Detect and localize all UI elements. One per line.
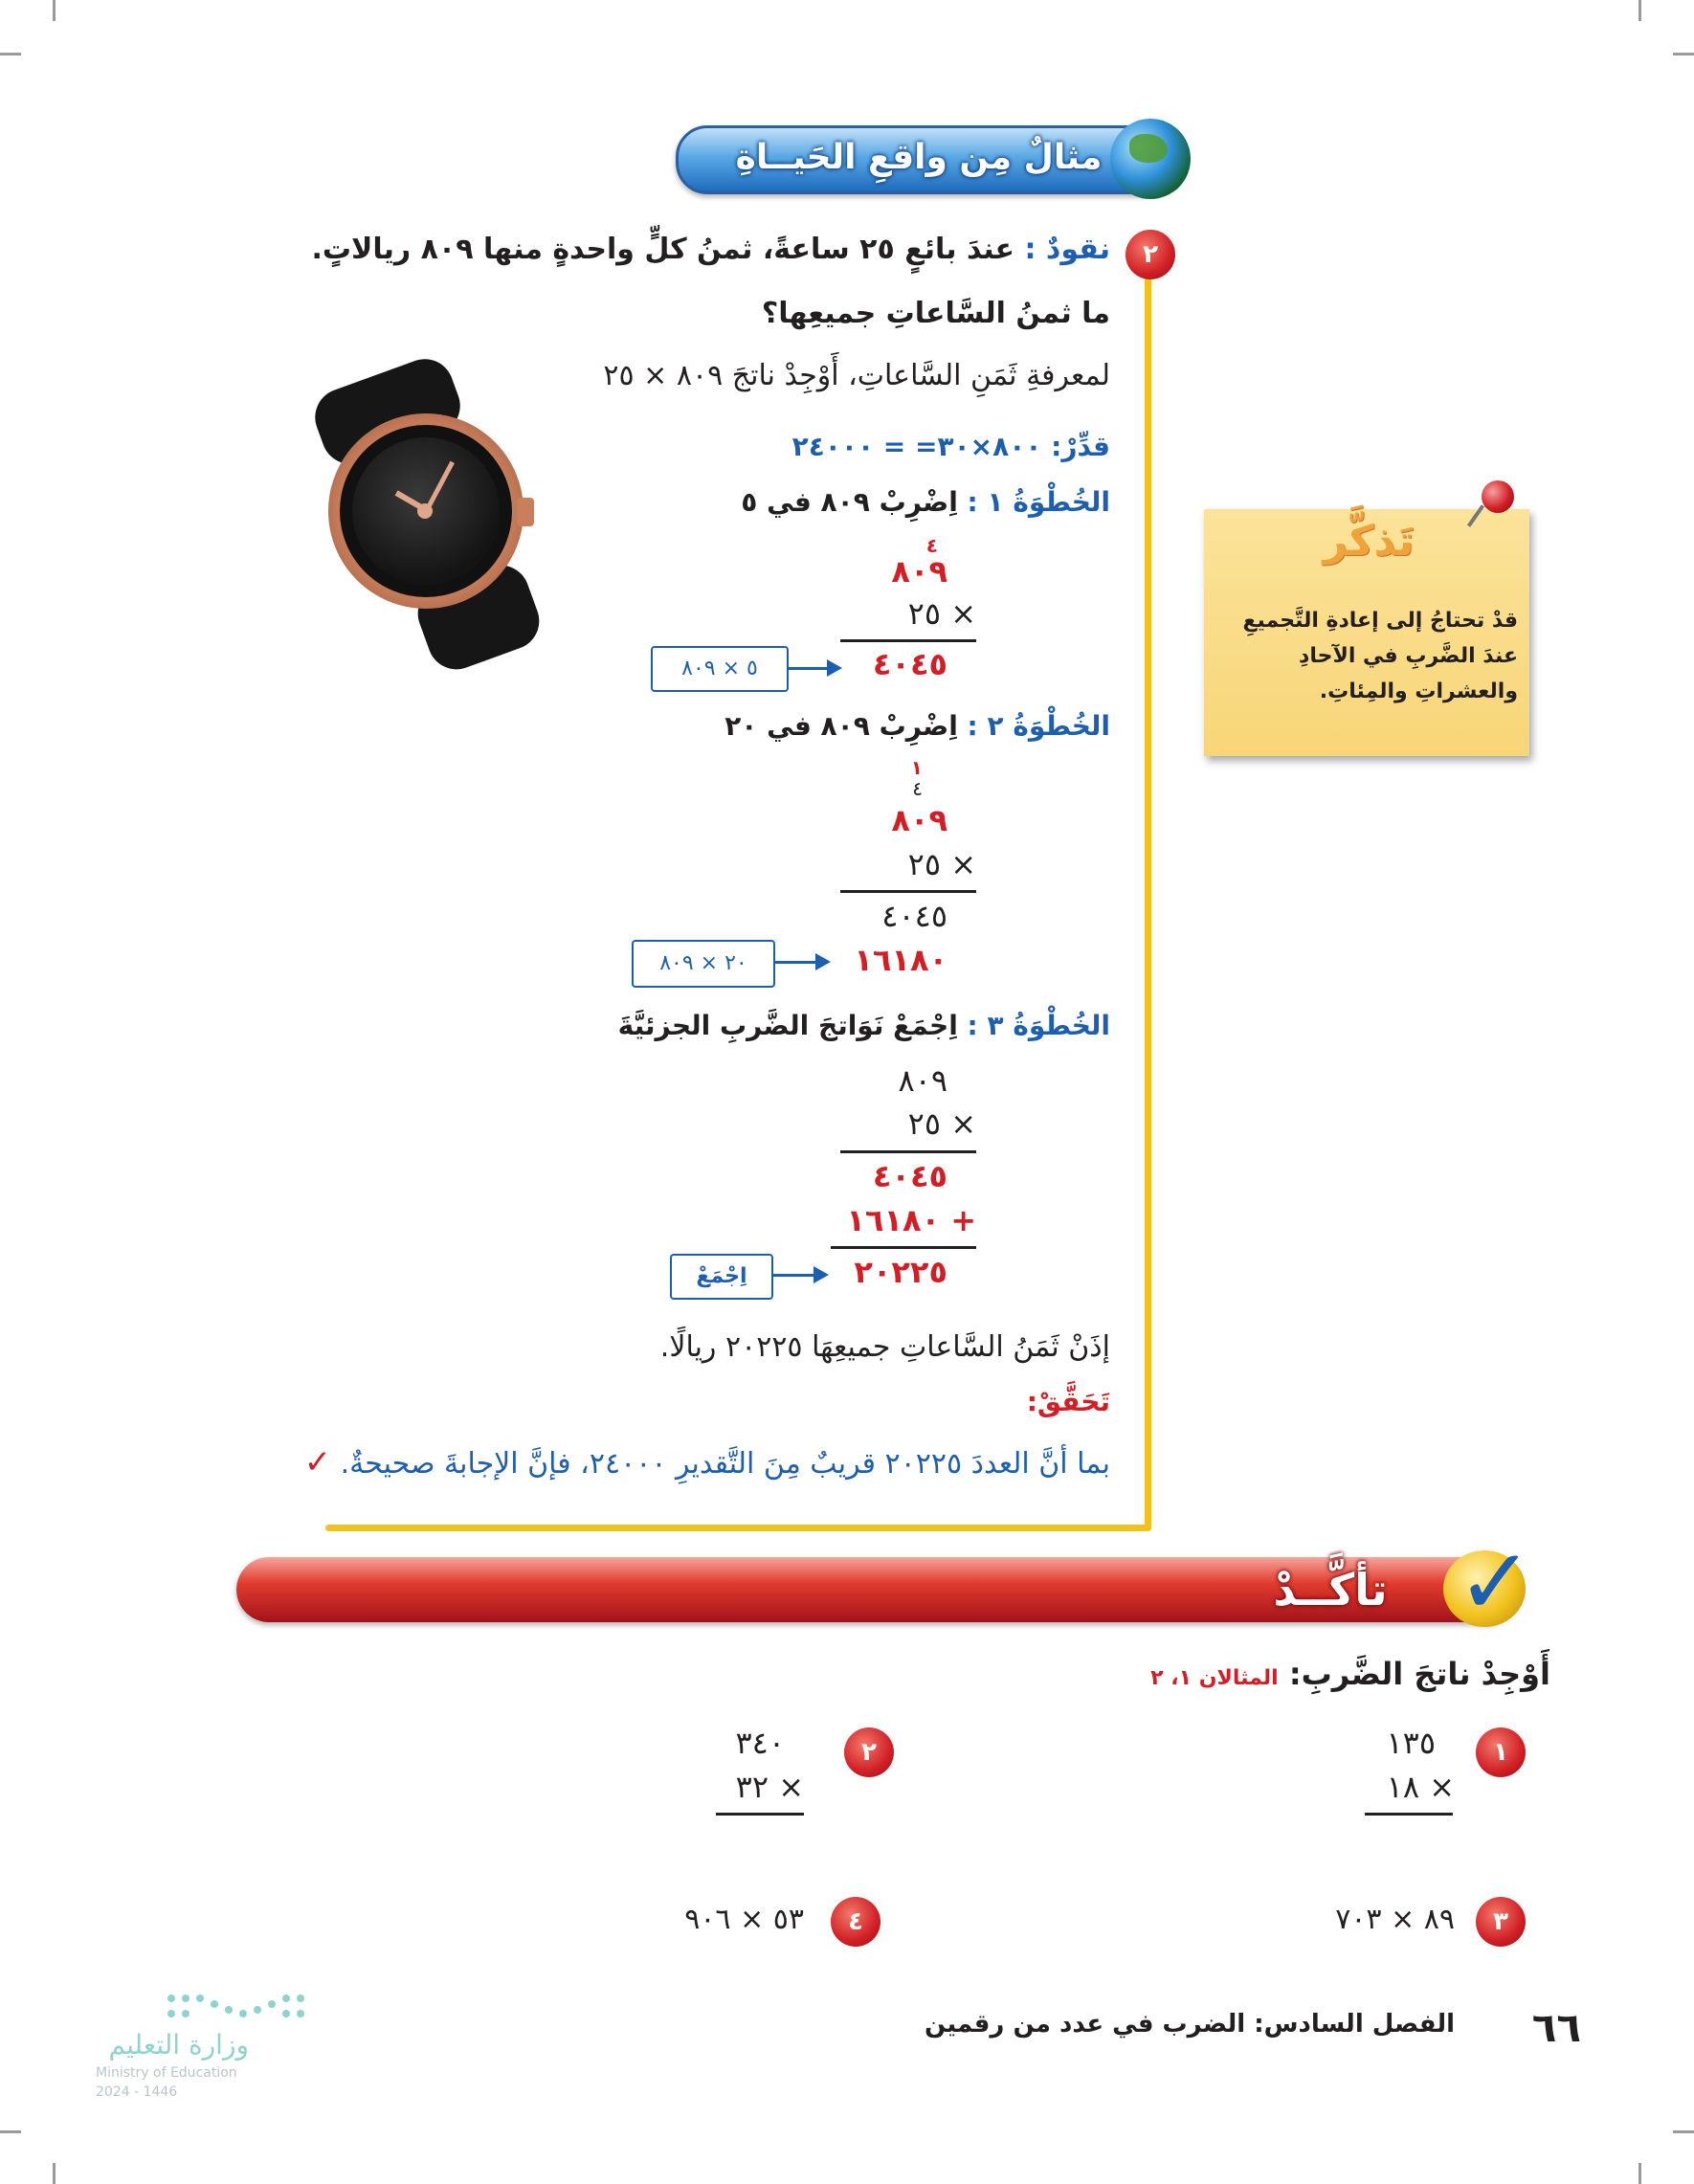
- step2-arrow-head: [815, 953, 831, 970]
- confirm-title: تأكَّــدْ: [1273, 1564, 1388, 1616]
- step3-sum: ٢٠٢٢٥: [854, 1254, 947, 1290]
- check-text: بما أنَّ العددَ ٢٠٢٢٥ قريبٌ مِنَ التَّقديرِ ٢٤٠٠٠، فإنَّ الإجابةَ صحيحةٌ.: [340, 1447, 1110, 1481]
- crop-mark: [1638, 0, 1641, 21]
- example-problem: عندَ بائعٍ ٢٥ ساعةً، ثمنُ كلٍّ واحدةٍ منها ٨٠٩ ريالاتٍ.: [311, 233, 1015, 266]
- step1-multiplicand: ٨٠٩: [891, 553, 947, 590]
- step3-rule-2: [831, 1246, 976, 1249]
- step2-multiplier: ٢٥ ×: [907, 846, 976, 882]
- step3-multiplicand: ٨٠٩: [898, 1062, 947, 1099]
- checkmark-icon: ✓: [1457, 1528, 1534, 1636]
- step2-carry-top: ١: [910, 756, 923, 779]
- check-tick-icon: ✓: [303, 1443, 332, 1482]
- estimate-label: قدِّرْ:: [1051, 431, 1110, 462]
- example-problem-line: [311, 233, 1110, 275]
- step3-line: [617, 1010, 1110, 1052]
- conclusion: إذَنْ ثَمَنُ السَّاعاتِ جميعِهَا ٢٠٢٢٥ ريالًا.: [659, 1330, 1110, 1364]
- check-line: [287, 1443, 1110, 1487]
- step1-carry: ٤: [925, 534, 938, 557]
- step2-text: اِضْرِبْ ٨٠٩ في ٢٠: [724, 710, 958, 742]
- exercise-4-badge: ٤: [831, 1897, 880, 1947]
- reminder-text: قدْ تحتاجُ إلى إعادةِ التَّجميعِ عندَ الضَّربِ في الآحادِ والعشراتِ والمِئاتِ.: [1242, 609, 1518, 703]
- step2-carry: ٤: [912, 777, 923, 800]
- exercise-1-bottom: ١٨ ×: [1386, 1769, 1455, 1805]
- crop-mark: [1673, 2130, 1694, 2133]
- step1-result: ٤٠٤٥: [872, 646, 947, 682]
- step2-partial: ٤٠٤٥: [881, 898, 947, 934]
- crop-mark: [1638, 2163, 1641, 2184]
- step1-arrow-head: [827, 659, 842, 677]
- step3-multiplier: ٢٥ ×: [907, 1105, 976, 1142]
- exercise-2-top: ٣٤٠: [735, 1725, 785, 1761]
- footer-chapter: الفصل السادس:: [1254, 2010, 1455, 2039]
- exercise-3-badge: ٣: [1476, 1897, 1526, 1947]
- step3-arrow-head: [814, 1266, 829, 1283]
- step1-multiplier: ٢٥ ×: [907, 595, 976, 632]
- estimate-expr: ٨٠٠×٣٠= = ٢٤٠٠٠: [791, 431, 1042, 462]
- step1-rule: [840, 639, 976, 642]
- exercise-3-expr: ٨٩ × ٧٠٣: [1335, 1903, 1455, 1936]
- crop-mark: [53, 0, 56, 21]
- step3-box: اِجْمَعْ: [670, 1254, 773, 1300]
- step2-result: ١٦١٨٠: [854, 942, 947, 978]
- example-banner-title: مثالٌ مِن واقعِ الحَيــاةِ: [735, 138, 1103, 177]
- watch-center: [417, 503, 433, 519]
- estimate-line: [727, 431, 1110, 473]
- step3-text: اِجْمَعْ نَوَاتجَ الضَّربِ الجزئيَّةَ: [617, 1010, 958, 1041]
- step2-rule: [840, 890, 976, 893]
- moe-name-en: Ministry of Education: [96, 2065, 237, 2081]
- step1-box: ٥ × ٨٠٩: [651, 646, 789, 692]
- moe-logo-dots: [163, 1991, 316, 2025]
- crop-mark: [0, 2130, 21, 2133]
- step3-label: الخُطْوَةُ ٣ :: [967, 1010, 1110, 1041]
- exercise-4-expr: ٥٣ × ٩٠٦: [684, 1903, 804, 1936]
- moe-year: 2024 - 1446: [96, 2084, 178, 2100]
- check-label: تَحَقَّقْ:: [1026, 1386, 1110, 1417]
- step2-multiplicand: ٨٠٩: [891, 802, 947, 838]
- step2-line: [724, 710, 1110, 752]
- confirm-ref: المثالان ١، ٢: [1150, 1666, 1279, 1690]
- example-lead: نقودٌ :: [1024, 233, 1110, 266]
- step3-partial2: ١٦١٨٠ +: [846, 1202, 976, 1238]
- exercise-2-bottom: ٣٢ ×: [735, 1769, 804, 1805]
- example-number-badge: ٢: [1126, 230, 1175, 279]
- exercise-1-badge: ١: [1476, 1727, 1526, 1777]
- step1-line: [727, 486, 1110, 528]
- exercise-1-top: ١٣٥: [1386, 1725, 1436, 1761]
- exercise-1-rule: [1365, 1813, 1453, 1816]
- example-instruction: لمعرفةِ ثَمَنِ السَّاعاتِ، أَوْجِدْ ناتجَ ٨٠٩ × ٢٥: [603, 359, 1110, 392]
- exercise-2-badge: ٢: [844, 1727, 894, 1777]
- step3-partial1: ٤٠٤٥: [872, 1158, 947, 1194]
- example-frame-bottom: [325, 1525, 1150, 1531]
- footer-chapter-title: الضرب في عدد من رقمين: [924, 2010, 1246, 2039]
- watch-crown: [517, 498, 534, 526]
- crop-mark: [53, 2163, 56, 2184]
- crop-mark: [0, 53, 21, 56]
- step3-rule: [840, 1150, 976, 1153]
- moe-name-ar: وزارة التعليم: [108, 2029, 249, 2061]
- confirm-instruction: أَوْجِدْ ناتجَ الضَّربِ:: [1288, 1656, 1550, 1692]
- step1-text: اِضْرِبْ ٨٠٩ في ٥: [741, 486, 958, 518]
- footer-chapter-line: [861, 2010, 1455, 2052]
- example-frame-right: [1145, 239, 1151, 1531]
- reminder-title: تَذكَّر: [1323, 517, 1415, 566]
- crop-mark: [1673, 53, 1694, 56]
- step2-label: الخُطْوَةُ ٢ :: [967, 710, 1110, 742]
- exercise-2-rule: [716, 1813, 804, 1816]
- confirm-instruction-line: [1053, 1656, 1550, 1702]
- pin-icon: [1482, 480, 1514, 513]
- step1-label: الخُطْوَةُ ١ :: [967, 486, 1110, 518]
- step2-box: ٢٠ × ٨٠٩: [632, 940, 775, 988]
- globe-land-icon: [1129, 134, 1168, 163]
- example-question: ما ثمنُ السَّاعاتِ جميعِها؟: [761, 297, 1110, 330]
- page-number: ٦٦: [1531, 2004, 1581, 2051]
